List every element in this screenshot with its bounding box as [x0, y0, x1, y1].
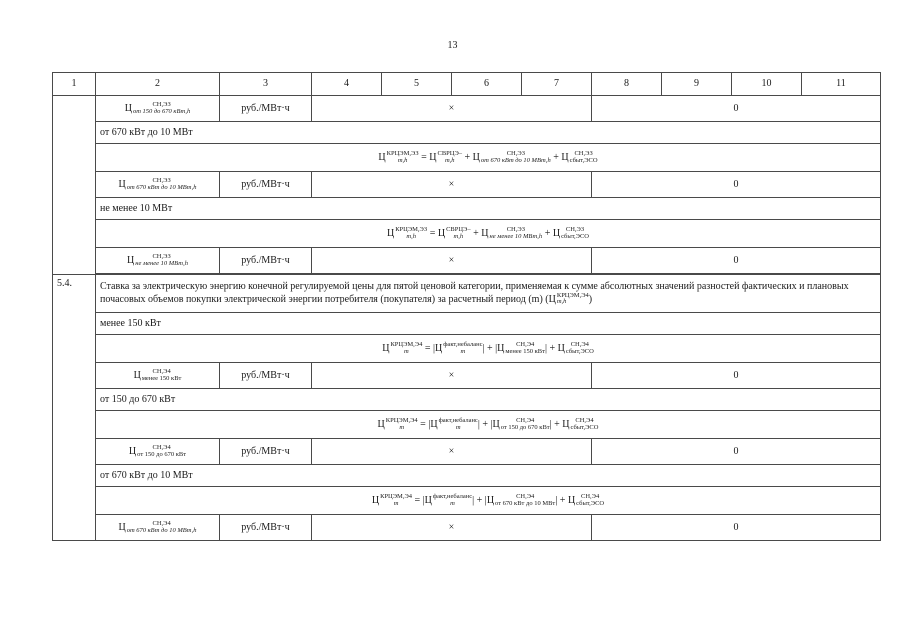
value-cell: 0: [592, 439, 881, 465]
table-row: [53, 313, 881, 335]
header-col-6: 6: [452, 73, 522, 96]
cross-cell: ×: [312, 515, 592, 541]
cross-cell: ×: [312, 363, 592, 389]
value-cell: 0: [592, 515, 881, 541]
header-col-2: 2: [96, 73, 220, 96]
table-row: [53, 220, 881, 248]
table-row: [53, 363, 881, 389]
cross-cell: ×: [312, 439, 592, 465]
header-col-1: 1: [53, 73, 96, 96]
value-cell: 0: [592, 248, 881, 274]
table-row: [53, 335, 881, 363]
header-col-5: 5: [382, 73, 452, 96]
section-number-cell: [53, 96, 96, 275]
header-col-7: 7: [522, 73, 592, 96]
unit-cell: руб./МВт·ч: [220, 363, 312, 389]
header-col-3: 3: [220, 73, 312, 96]
header-col-9: 9: [662, 73, 732, 96]
table-row: [53, 465, 881, 487]
header-col-8: 8: [592, 73, 662, 96]
table-row: [53, 389, 881, 411]
price-symbol: Ц СН,Э4 менее 150 кВт: [96, 363, 220, 389]
value-cell: 0: [592, 363, 881, 389]
table-row: [53, 198, 881, 220]
tariff-table: [52, 72, 881, 541]
unit-cell: руб./МВт·ч: [220, 96, 312, 122]
band-label: менее 150 кВт: [96, 313, 881, 335]
cross-cell: ×: [312, 248, 592, 274]
band-label: не менее 10 МВт: [96, 198, 881, 220]
band-label: от 150 до 670 кВт: [96, 389, 881, 411]
table-row: [53, 515, 881, 541]
table-row: [53, 439, 881, 465]
unit-cell: руб./МВт·ч: [220, 515, 312, 541]
unit-cell: руб./МВт·ч: [220, 439, 312, 465]
value-cell: 0: [592, 96, 881, 122]
table-row: [53, 411, 881, 439]
header-row: [53, 73, 881, 96]
price-symbol: Ц СН,Э4 от 150 до 670 кВт: [96, 439, 220, 465]
formula: Ц КРЦЭМ,ЭЗ m,h = Ц СВРЦЭ– m,h + Ц СН,ЭЗ от 670 кВт до 10 МВт,h + Ц СН,ЭЗ сбыт,ЭСО: [96, 144, 881, 172]
table-row: [53, 96, 881, 122]
unit-cell: руб./МВт·ч: [220, 248, 312, 274]
table-row: [53, 122, 881, 144]
band-label: от 670 кВт до 10 МВт: [96, 122, 881, 144]
formula: Ц КРЦЭМ,Э4 m = |Ц факт,небаланс m | + |Ц СН,Э4 от 150 до 670 кВт | + Ц СН,Э4 сбыт,ЭСО: [96, 411, 881, 439]
price-symbol: Ц СН,ЭЗ не менее 10 МВт,h: [96, 248, 220, 274]
band-label: от 670 кВт до 10 МВт: [96, 465, 881, 487]
header-col-10: 10: [732, 73, 802, 96]
unit-cell: руб./МВт·ч: [220, 172, 312, 198]
cross-cell: ×: [312, 172, 592, 198]
section-description: Ставка за электрическую энергию конечной регулируемой цены для пятой ценовой категории, применяемая к сумме абсолютных значений разностей фактических и плановых почасовых объемов покупки электрической энергии потребителя (покупателя) за расчетный период (m) (Ц КРЦЭМ,Э4 m,h ): [96, 275, 881, 313]
formula: Ц КРЦЭМ,Э4 m = |Ц факт,небаланс m | + |Ц СН,Э4 от 670 кВт до 10 МВт | + Ц СН,Э4 сбыт,ЭСО: [96, 487, 881, 515]
price-symbol: Ц СН,ЭЗ от 150 до 670 кВт,h: [96, 96, 220, 122]
formula: Ц КРЦЭМ,ЭЗ m,h = Ц СВРЦЭ– m,h + Ц СН,ЭЗ не менее 10 МВт,h + Ц СН,ЭЗ сбыт,ЭСО: [96, 220, 881, 248]
table-row: [53, 172, 881, 198]
section-number: 5.4.: [53, 275, 96, 541]
formula: Ц КРЦЭМ,Э4 m = |Ц факт,небаланс m | + |Ц СН,Э4 менее 150 кВт | + Ц СН,Э4 сбыт,ЭСО: [96, 335, 881, 363]
price-symbol: Ц СН,Э4 от 670 кВт до 10 МВт,h: [96, 515, 220, 541]
table-row: [53, 144, 881, 172]
header-col-4: 4: [312, 73, 382, 96]
page-number: 13: [447, 40, 458, 51]
table-row: [53, 248, 881, 274]
value-cell: 0: [592, 172, 881, 198]
table-row: [53, 487, 881, 515]
table-row: [53, 275, 881, 313]
cross-cell: ×: [312, 96, 592, 122]
header-col-11: 11: [802, 73, 881, 96]
price-symbol: Ц СН,ЭЗ от 670 кВт до 10 МВт,h: [96, 172, 220, 198]
